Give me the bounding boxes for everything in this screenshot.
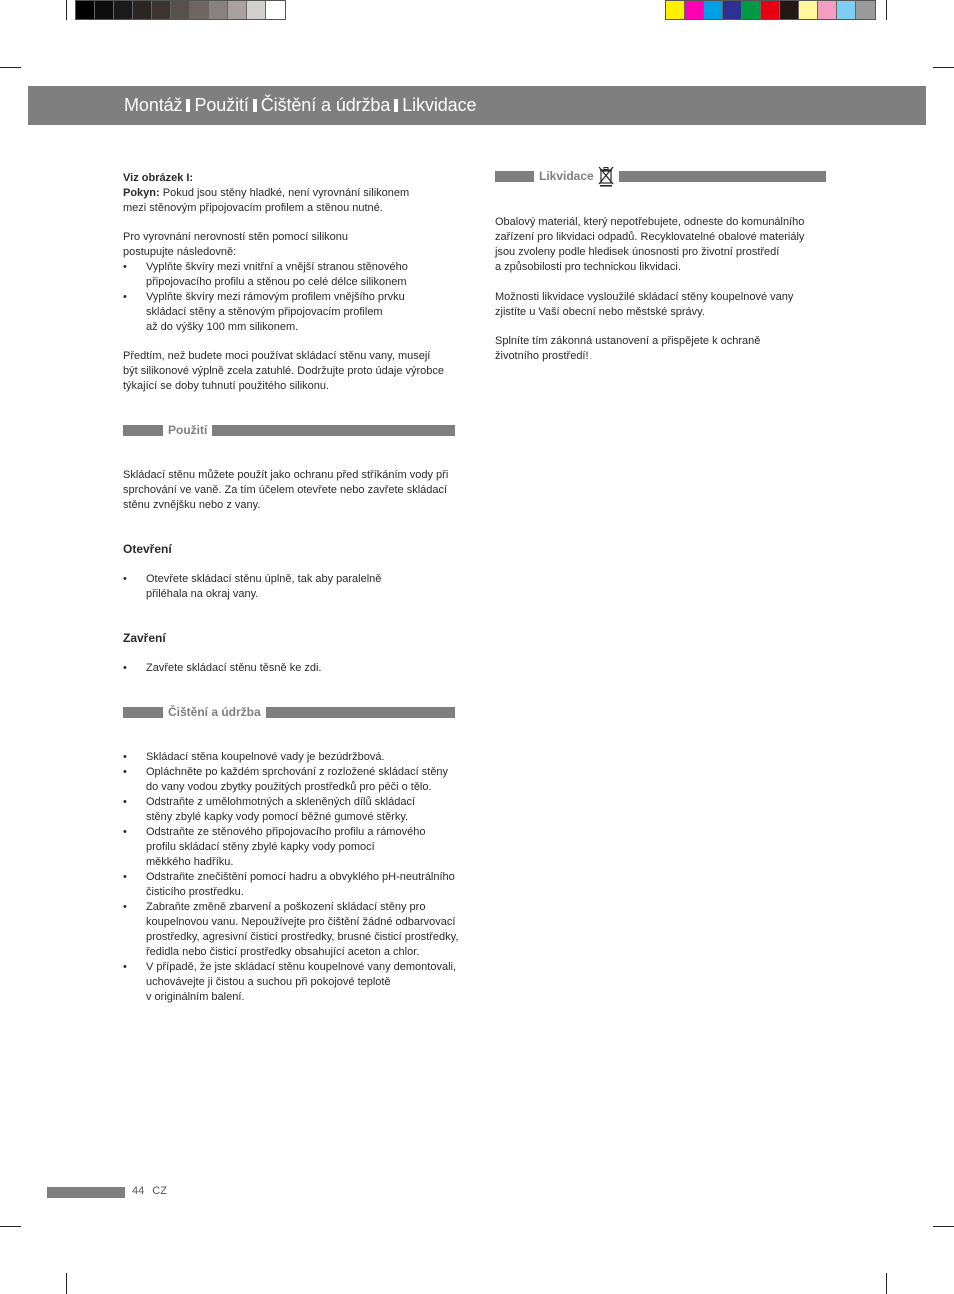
disposal-paragraph-law — [495, 334, 835, 364]
heading-bar — [266, 707, 455, 718]
title-segment-disposal: Likvidace — [402, 95, 477, 115]
process-color-bar — [665, 0, 876, 20]
title-segment-assembly: Montáž — [124, 95, 183, 115]
language-code: CZ — [152, 1185, 167, 1197]
list-item-line: připojovacího profilu a stěnou po celé délce silikonem — [146, 276, 407, 288]
process-color-swatch — [799, 1, 818, 19]
list-item-line: uchovávejte ji čistou a suchou při pokojové teplotě — [146, 976, 391, 988]
list-item — [123, 960, 485, 1005]
crop-mark — [933, 1226, 954, 1227]
bullet-list — [123, 260, 483, 335]
paragraph-line: týkající se doby tuhnutí použitého silikonu. — [123, 380, 330, 392]
grayscale-swatch — [76, 1, 95, 19]
paragraph-line: stěnu zvnějšku nebo z vany. — [123, 499, 261, 511]
figure-reference: Viz obrázek I: — [123, 172, 194, 184]
page-title — [124, 95, 476, 116]
grayscale-color-bar — [75, 0, 286, 20]
list-item-line: do vany vodou zbytky použitých prostředků pro péči o tělo. — [146, 781, 432, 793]
list-item-line: až do výšky 100 mm silikonem. — [146, 321, 299, 333]
heading-bar — [619, 171, 826, 182]
list-item-line: v originálním balení. — [146, 991, 245, 1003]
paragraph-line: Předtím, než budete moci používat skládací stěnu vany, musejí — [123, 350, 431, 362]
title-segment-cleaning: Čištění a údržba — [260, 95, 391, 115]
crop-mark — [66, 1273, 67, 1294]
list-item-line: prostředky, agresivní čisticí prostředky, brusné čisticí prostředky, — [146, 931, 459, 943]
paragraph-line: zařízení pro likvidaci odpadů. Recyklovatelné obalové materiály — [495, 231, 805, 243]
list-item-line: měkkého hadříku. — [146, 856, 234, 868]
list-item-line: • Otevřete skládací stěnu úplně, tak aby paralelně — [146, 573, 382, 585]
list-item-line: stěny zbylé kapky vody pomocí běžné gumové stěrky. — [146, 811, 409, 823]
bullet-list — [123, 661, 483, 676]
list-item-line: • Odstraňte z umělohmotných a skleněných dílů skládací — [146, 796, 416, 808]
paragraph-line: životního prostředí! — [495, 350, 589, 362]
crop-mark — [66, 0, 67, 20]
list-item — [123, 750, 485, 765]
page-number: 44 — [132, 1185, 145, 1197]
grayscale-swatch — [171, 1, 190, 19]
list-item-line: skládací stěny a stěnovým připojovacím profilem — [146, 306, 383, 318]
list-item-line: • Opláchněte po každém sprchování z rozložené skládací stěny — [146, 766, 449, 778]
grayscale-swatch — [228, 1, 247, 19]
process-color-swatch — [666, 1, 685, 19]
uneven-walls-instructions — [123, 230, 483, 335]
paragraph-line: být silikonové výplně zcela zatuhlé. Dodržujte proto údaje výrobce — [123, 365, 445, 377]
paragraph-line: postupujte následovně: — [123, 246, 237, 258]
section-heading-disposal — [495, 170, 826, 182]
subheading-closing: Zavření — [123, 631, 166, 645]
crop-mark — [933, 67, 954, 68]
list-item — [123, 870, 485, 900]
list-item-line: • Odstraňte znečištění pomocí hadru a obvyklého pH-neutrálního — [146, 871, 455, 883]
heading-bar — [123, 707, 163, 718]
paragraph-line: Obalový materiál, který nepotřebujete, odneste do komunálního — [495, 216, 805, 228]
list-item — [123, 795, 485, 825]
note-label: Pokyn: — [123, 187, 160, 199]
list-item — [123, 260, 483, 290]
subheading-opening: Otevření — [123, 542, 172, 556]
disposal-paragraph-packaging — [495, 215, 835, 275]
process-color-swatch — [742, 1, 761, 19]
title-separator — [186, 99, 190, 112]
grayscale-swatch — [209, 1, 228, 19]
list-item-line: ředidla nebo čisticí prostředky obsahující aceton a chlor. — [146, 946, 420, 958]
opening-instructions — [123, 572, 483, 602]
list-item-line: • Odstraňte ze stěnového připojovacího profilu a rámového — [146, 826, 426, 838]
list-item — [123, 900, 485, 960]
process-color-swatch — [704, 1, 723, 19]
disposal-paragraph-options — [495, 290, 835, 320]
heading-bar — [212, 425, 455, 436]
list-item-line: • Zabraňte změně zbarvení a poškození skládací stěny pro — [146, 901, 426, 913]
section-heading-usage — [123, 424, 455, 436]
process-color-swatch — [837, 1, 856, 19]
list-item-line: čisticího prostředku. — [146, 886, 244, 898]
bullet-list — [123, 750, 485, 1005]
grayscale-swatch — [95, 1, 114, 19]
process-color-swatch — [723, 1, 742, 19]
list-item — [123, 572, 483, 602]
paragraph-line: Skládací stěnu můžete použít jako ochranu před stříkáním vody při — [123, 469, 449, 481]
list-item-line: profilu skládací stěny zbylé kapky vody pomocí — [146, 841, 375, 853]
process-color-swatch — [761, 1, 780, 19]
crossed-out-bin-icon — [597, 165, 615, 187]
header-band — [28, 86, 926, 125]
crop-mark — [0, 1226, 21, 1227]
grayscale-swatch — [114, 1, 133, 19]
list-item-line: • Vyplňte škvíry mezi rámovým profilem vnějšího prvku — [146, 291, 405, 303]
title-separator — [394, 99, 398, 112]
list-item-line: přiléhala na okraj vany. — [146, 588, 259, 600]
section-heading-cleaning — [123, 706, 455, 718]
paragraph-line: Splníte tím zákonná ustanovení a přispějete k ochraně — [495, 335, 761, 347]
page-footer — [132, 1185, 167, 1197]
title-separator — [253, 99, 257, 112]
grayscale-swatch — [190, 1, 209, 19]
crop-mark — [886, 1273, 887, 1294]
list-item — [123, 290, 483, 335]
list-item-line: • Skládací stěna koupelnové vady je bezúdržbová. — [146, 751, 385, 763]
note-text: Pokud jsou stěny hladké, není vyrovnání silikonem — [159, 187, 410, 199]
grayscale-swatch — [247, 1, 266, 19]
intro-note — [123, 171, 483, 216]
grayscale-swatch — [152, 1, 171, 19]
process-color-swatch — [818, 1, 837, 19]
list-item-line: koupelnovou vanu. Nepoužívejte pro čištění žádné odbarvovací — [146, 916, 456, 928]
closing-instructions — [123, 661, 483, 676]
list-item-line: • Zavřete skládací stěnu těsně ke zdi. — [146, 662, 322, 674]
list-item-line: • Vyplňte škvíry mezi vnitřní a vnější stranou stěnového — [146, 261, 408, 273]
footer-bar — [47, 1187, 125, 1198]
paragraph-line: a způsobilosti pro technickou likvidaci. — [495, 261, 681, 273]
paragraph-line: zjistíte u Vaší obecní nebo městské správy. — [495, 306, 705, 318]
section-heading-label: Čištění a údržba — [168, 705, 261, 719]
usage-paragraph — [123, 468, 483, 513]
section-heading-label: Likvidace — [539, 169, 594, 183]
paragraph-line: Pro vyrovnání nerovností stěn pomocí silikonu — [123, 231, 349, 243]
section-heading-label: Použití — [168, 423, 208, 437]
list-item — [123, 661, 483, 676]
list-item-line: • V případě, že jste skládací stěnu koupelnové vany demontovali, — [146, 961, 457, 973]
crop-mark — [0, 67, 21, 68]
process-color-swatch — [780, 1, 799, 19]
paragraph-line: Možnosti likvidace vysloužilé skládací stěny koupelnové vany — [495, 291, 794, 303]
grayscale-swatch — [133, 1, 152, 19]
process-color-swatch — [856, 1, 875, 19]
list-item — [123, 825, 485, 870]
note-text: mezi stěnovým připojovacím profilem a stěnou nutné. — [123, 202, 383, 214]
paragraph-line: sprchování ve vaně. Za tím účelem otevřete nebo zavřete skládací — [123, 484, 448, 496]
process-color-swatch — [685, 1, 704, 19]
paragraph-line: jsou zvoleny podle hledisek únosnosti pro životní prostředí — [495, 246, 780, 258]
list-item — [123, 765, 485, 795]
heading-bar — [495, 171, 534, 182]
title-segment-usage: Použití — [194, 95, 249, 115]
curing-paragraph — [123, 349, 483, 394]
cleaning-instructions — [123, 750, 485, 1005]
heading-bar — [123, 425, 163, 436]
crop-mark — [886, 0, 887, 20]
grayscale-swatch — [266, 1, 285, 19]
bullet-list — [123, 572, 483, 602]
